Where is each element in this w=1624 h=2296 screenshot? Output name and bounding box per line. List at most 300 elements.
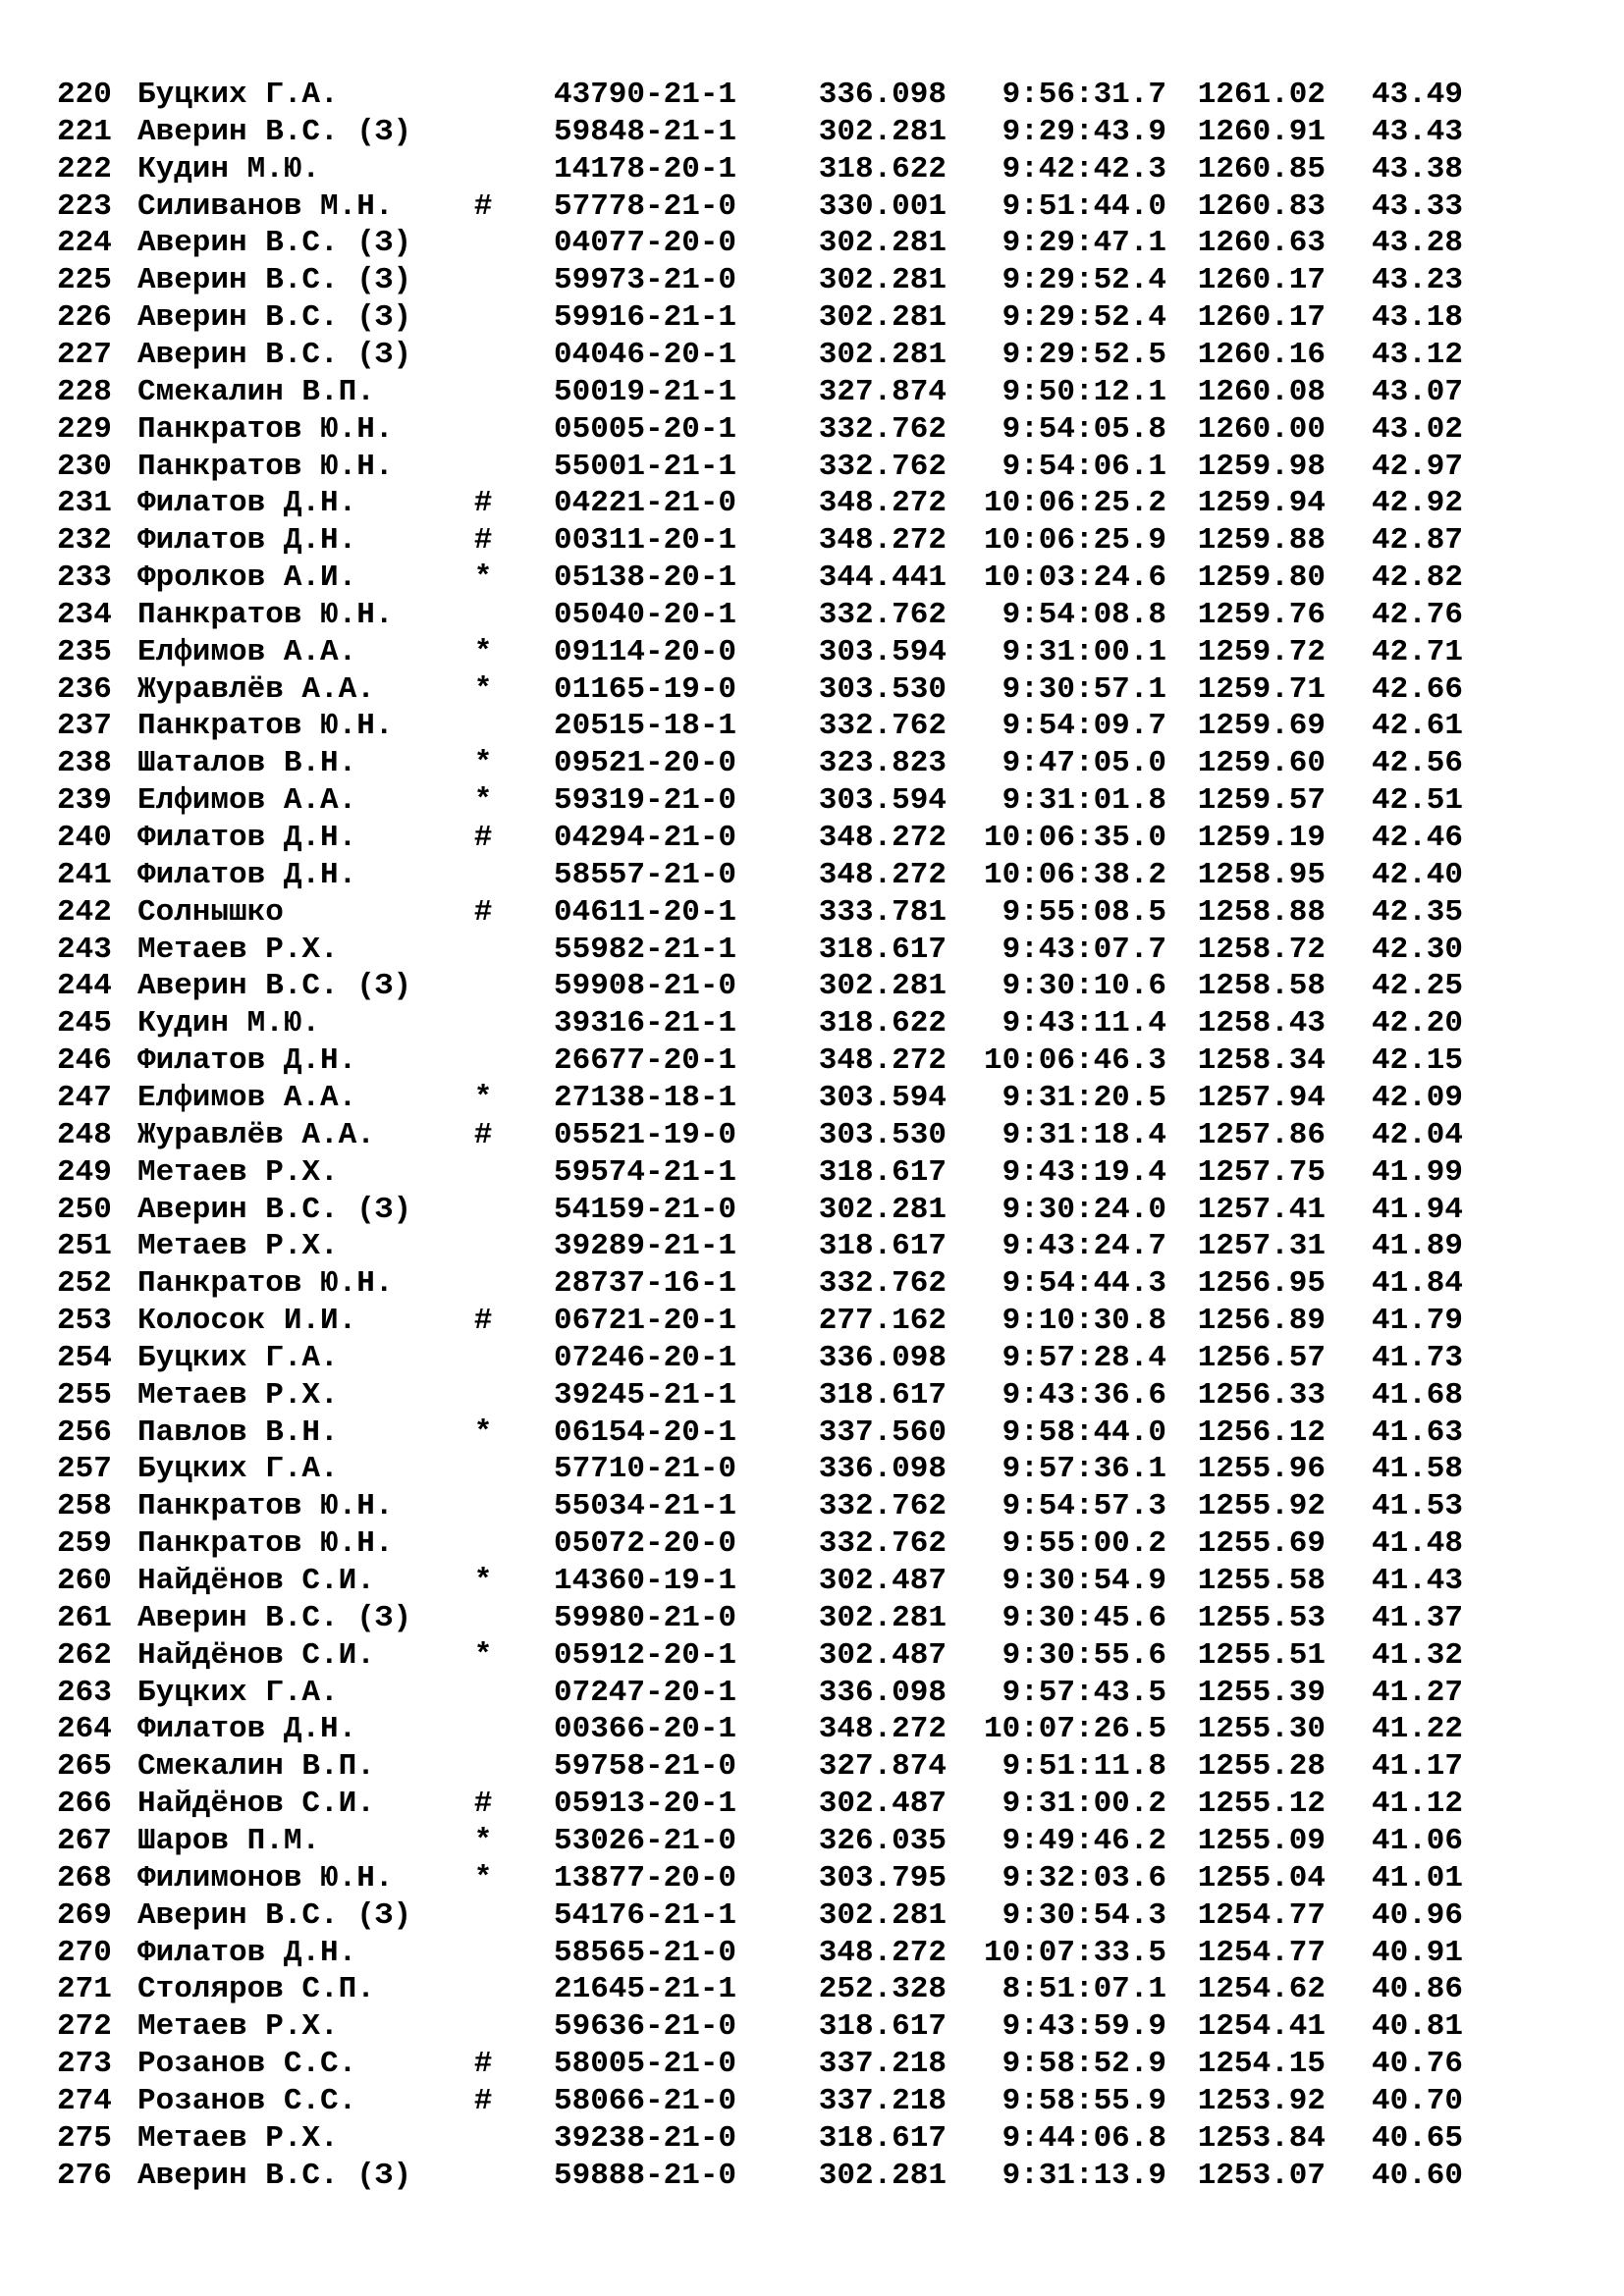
- fancier-name: Солнышко: [137, 894, 284, 930]
- place-number: 236: [57, 671, 112, 707]
- ring-number: 59636-21-0: [554, 2009, 737, 2045]
- distance: 303.594: [818, 1080, 947, 1115]
- entry-mark: *: [473, 561, 493, 596]
- ring-number: 00311-20-1: [554, 523, 737, 559]
- arrival-time: 9:43:36.6: [1001, 1377, 1166, 1413]
- ring-number: 20515-18-1: [554, 709, 737, 744]
- ring-number: 43790-21-1: [554, 78, 737, 112]
- place-number: 230: [57, 449, 112, 484]
- table-row: [0, 522, 1624, 560]
- speed: 1260.17: [1197, 263, 1326, 298]
- arrival-time: 9:29:43.9: [1001, 114, 1166, 149]
- place-number: 232: [57, 523, 112, 559]
- speed: 1255.28: [1197, 1749, 1326, 1785]
- speed: 1259.72: [1197, 634, 1326, 669]
- arrival-time: 9:49:46.2: [1001, 1823, 1166, 1858]
- ring-number: 54176-21-1: [554, 1897, 737, 1933]
- place-number: 250: [57, 1192, 112, 1227]
- place-number: 256: [57, 1415, 112, 1450]
- place-number: 226: [57, 300, 112, 336]
- score: 41.94: [1371, 1192, 1463, 1227]
- ring-number: 27138-18-1: [554, 1080, 737, 1115]
- place-number: 234: [57, 597, 112, 632]
- speed: 1256.57: [1197, 1340, 1326, 1375]
- arrival-time: 9:30:55.6: [1001, 1637, 1166, 1673]
- table-row: [0, 1117, 1624, 1154]
- ring-number: 04294-21-0: [554, 821, 737, 855]
- distance: 348.272: [818, 1043, 947, 1079]
- speed: 1254.62: [1197, 1972, 1326, 2007]
- speed: 1256.89: [1197, 1304, 1326, 1339]
- arrival-time: 10:06:25.2: [983, 486, 1166, 521]
- fancier-name: Филимонов Ю.Н.: [137, 1860, 394, 1896]
- ring-number: 06154-20-1: [554, 1415, 737, 1450]
- ring-number: 04611-20-1: [554, 894, 737, 930]
- score: 40.60: [1371, 2158, 1463, 2193]
- distance: 332.762: [818, 1266, 947, 1302]
- distance: 318.617: [818, 2120, 947, 2156]
- score: 42.35: [1371, 894, 1463, 930]
- speed: 1258.95: [1197, 857, 1326, 892]
- distance: 332.762: [818, 597, 947, 632]
- ring-number: 04046-20-1: [554, 337, 737, 372]
- fancier-name: Аверин В.С. (З): [137, 263, 412, 298]
- ring-number: 39289-21-1: [554, 1229, 737, 1264]
- fancier-name: Розанов С.С.: [137, 2047, 357, 2082]
- fancier-name: Панкратов Ю.Н.: [137, 411, 394, 447]
- table-row: [0, 745, 1624, 782]
- score: 41.58: [1371, 1452, 1463, 1487]
- table-row: [0, 1265, 1624, 1303]
- place-number: 268: [57, 1860, 112, 1896]
- table-row: [0, 782, 1624, 820]
- score: 40.86: [1371, 1972, 1463, 2007]
- place-number: 248: [57, 1117, 112, 1152]
- distance: 303.795: [818, 1860, 947, 1896]
- entry-mark: #: [473, 188, 493, 224]
- arrival-time: 9:30:10.6: [1001, 969, 1166, 1004]
- arrival-time: 9:29:52.4: [1001, 300, 1166, 336]
- distance: 332.762: [818, 449, 947, 484]
- speed: 1255.51: [1197, 1637, 1326, 1673]
- place-number: 231: [57, 486, 112, 521]
- fancier-name: Смекалин В.П.: [137, 1749, 375, 1785]
- arrival-time: 9:57:28.4: [1001, 1340, 1166, 1375]
- place-number: 266: [57, 1787, 112, 1822]
- entry-mark: *: [473, 1080, 493, 1115]
- fancier-name: Шаталов В.Н.: [137, 746, 357, 781]
- score: 41.12: [1371, 1787, 1463, 1822]
- place-number: 261: [57, 1600, 112, 1635]
- table-row: [0, 1005, 1624, 1042]
- table-row: [0, 2120, 1624, 2158]
- distance: 348.272: [818, 821, 947, 855]
- fancier-name: Филатов Д.Н.: [137, 857, 357, 892]
- speed: 1261.02: [1197, 78, 1326, 112]
- ring-number: 50019-21-1: [554, 374, 737, 409]
- place-number: 224: [57, 226, 112, 261]
- score: 42.51: [1371, 783, 1463, 819]
- ring-number: 59916-21-1: [554, 300, 737, 336]
- place-number: 241: [57, 857, 112, 892]
- ring-number: 58565-21-0: [554, 1935, 737, 1970]
- score: 43.43: [1371, 114, 1463, 149]
- score: 41.17: [1371, 1749, 1463, 1785]
- ring-number: 05040-20-1: [554, 597, 737, 632]
- table-row: [0, 671, 1624, 709]
- place-number: 239: [57, 783, 112, 819]
- arrival-time: 9:43:19.4: [1001, 1154, 1166, 1190]
- arrival-time: 9:51:11.8: [1001, 1749, 1166, 1785]
- score: 41.89: [1371, 1229, 1463, 1264]
- table-row: [0, 299, 1624, 337]
- place-number: 227: [57, 337, 112, 372]
- speed: 1260.16: [1197, 337, 1326, 372]
- fancier-name: Филатов Д.Н.: [137, 1712, 357, 1747]
- table-row: [0, 1228, 1624, 1265]
- fancier-name: Буцких Г.А.: [137, 78, 339, 112]
- arrival-time: 10:07:26.5: [983, 1712, 1166, 1747]
- arrival-time: 9:30:45.6: [1001, 1600, 1166, 1635]
- distance: 326.035: [818, 1823, 947, 1858]
- entry-mark: *: [473, 783, 493, 819]
- table-row: [0, 1451, 1624, 1488]
- place-number: 228: [57, 374, 112, 409]
- arrival-time: 10:06:46.3: [983, 1043, 1166, 1079]
- ring-number: 59574-21-1: [554, 1154, 737, 1190]
- score: 41.63: [1371, 1415, 1463, 1450]
- arrival-time: 9:55:08.5: [1001, 894, 1166, 930]
- speed: 1259.57: [1197, 783, 1326, 819]
- speed: 1259.71: [1197, 671, 1326, 707]
- fancier-name: Павлов В.Н.: [137, 1415, 339, 1450]
- arrival-time: 8:51:07.1: [1001, 1972, 1166, 2007]
- ring-number: 13877-20-0: [554, 1860, 737, 1896]
- table-row: [0, 1340, 1624, 1377]
- arrival-time: 9:30:54.9: [1001, 1564, 1166, 1598]
- fancier-name: Фролков А.И.: [137, 561, 357, 596]
- distance: 327.874: [818, 374, 947, 409]
- table-row: [0, 1303, 1624, 1340]
- distance: 318.622: [818, 1006, 947, 1041]
- speed: 1258.72: [1197, 932, 1326, 967]
- score: 41.73: [1371, 1340, 1463, 1375]
- score: 42.40: [1371, 857, 1463, 892]
- ring-number: 07247-20-1: [554, 1675, 737, 1710]
- place-number: 269: [57, 1897, 112, 1933]
- entry-mark: *: [473, 746, 493, 781]
- place-number: 259: [57, 1526, 112, 1562]
- place-number: 274: [57, 2083, 112, 2118]
- place-number: 225: [57, 263, 112, 298]
- arrival-time: 9:54:06.1: [1001, 449, 1166, 484]
- distance: 323.823: [818, 746, 947, 781]
- ring-number: 00366-20-1: [554, 1712, 737, 1747]
- place-number: 237: [57, 709, 112, 744]
- table-row: [0, 225, 1624, 262]
- arrival-time: 9:31:01.8: [1001, 783, 1166, 819]
- score: 42.15: [1371, 1043, 1463, 1079]
- table-row: [0, 1786, 1624, 1823]
- ring-number: 55001-21-1: [554, 449, 737, 484]
- arrival-time: 9:54:09.7: [1001, 709, 1166, 744]
- score: 41.84: [1371, 1266, 1463, 1302]
- arrival-time: 9:31:00.2: [1001, 1787, 1166, 1822]
- speed: 1257.31: [1197, 1229, 1326, 1264]
- ring-number: 55034-21-1: [554, 1489, 737, 1524]
- table-row: [0, 2158, 1624, 2195]
- ring-number: 57710-21-0: [554, 1452, 737, 1487]
- ring-number: 06721-20-1: [554, 1304, 737, 1339]
- distance: 348.272: [818, 523, 947, 559]
- table-row: [0, 857, 1624, 894]
- table-row: [0, 2008, 1624, 2046]
- table-row: [0, 1935, 1624, 1972]
- arrival-time: 10:03:24.6: [983, 561, 1166, 596]
- arrival-time: 9:58:44.0: [1001, 1415, 1166, 1450]
- fancier-name: Панкратов Ю.Н.: [137, 1266, 394, 1302]
- speed: 1259.69: [1197, 709, 1326, 744]
- fancier-name: Буцких Г.А.: [137, 1452, 339, 1487]
- table-row: [0, 1525, 1624, 1563]
- arrival-time: 9:10:30.8: [1001, 1304, 1166, 1339]
- ring-number: 55982-21-1: [554, 932, 737, 967]
- distance: 302.281: [818, 1600, 947, 1635]
- score: 40.70: [1371, 2083, 1463, 2118]
- speed: 1260.17: [1197, 300, 1326, 336]
- speed: 1255.12: [1197, 1787, 1326, 1822]
- distance: 336.098: [818, 78, 947, 112]
- distance: 302.281: [818, 969, 947, 1004]
- place-number: 273: [57, 2047, 112, 2082]
- ring-number: 39245-21-1: [554, 1377, 737, 1413]
- distance: 348.272: [818, 1712, 947, 1747]
- table-row: [0, 1897, 1624, 1935]
- fancier-name: Метаев Р.Х.: [137, 2009, 339, 2045]
- entry-mark: #: [473, 1304, 493, 1339]
- entry-mark: #: [473, 486, 493, 521]
- ring-number: 05521-19-0: [554, 1117, 737, 1152]
- distance: 332.762: [818, 1526, 947, 1562]
- arrival-time: 9:43:24.7: [1001, 1229, 1166, 1264]
- speed: 1258.88: [1197, 894, 1326, 930]
- speed: 1260.08: [1197, 374, 1326, 409]
- score: 40.81: [1371, 2009, 1463, 2045]
- distance: 302.281: [818, 263, 947, 298]
- fancier-name: Панкратов Ю.Н.: [137, 1489, 394, 1524]
- entry-mark: #: [473, 1787, 493, 1822]
- score: 43.02: [1371, 411, 1463, 447]
- ring-number: 39238-21-0: [554, 2120, 737, 2156]
- distance: 318.622: [818, 151, 947, 187]
- place-number: 244: [57, 969, 112, 1004]
- arrival-time: 9:57:43.5: [1001, 1675, 1166, 1710]
- ring-number: 59908-21-0: [554, 969, 737, 1004]
- distance: 302.281: [818, 114, 947, 149]
- score: 42.25: [1371, 969, 1463, 1004]
- arrival-time: 9:43:07.7: [1001, 932, 1166, 967]
- place-number: 240: [57, 821, 112, 855]
- place-number: 262: [57, 1637, 112, 1673]
- score: 41.32: [1371, 1637, 1463, 1673]
- fancier-name: Филатов Д.Н.: [137, 821, 357, 855]
- table-row: [0, 188, 1624, 226]
- fancier-name: Аверин В.С. (З): [137, 969, 412, 1004]
- fancier-name: Филатов Д.Н.: [137, 486, 357, 521]
- distance: 302.281: [818, 2158, 947, 2193]
- fancier-name: Столяров С.П.: [137, 1972, 375, 2007]
- arrival-time: 9:29:52.5: [1001, 337, 1166, 372]
- score: 41.79: [1371, 1304, 1463, 1339]
- place-number: 233: [57, 561, 112, 596]
- fancier-name: Филатов Д.Н.: [137, 1043, 357, 1079]
- score: 41.06: [1371, 1823, 1463, 1858]
- speed: 1259.76: [1197, 597, 1326, 632]
- entry-mark: #: [473, 2083, 493, 2118]
- score: 42.56: [1371, 746, 1463, 781]
- ring-number: 26677-20-1: [554, 1043, 737, 1079]
- score: 41.01: [1371, 1860, 1463, 1896]
- score: 42.87: [1371, 523, 1463, 559]
- score: 43.07: [1371, 374, 1463, 409]
- fancier-name: Метаев Р.Х.: [137, 932, 339, 967]
- table-row: [0, 634, 1624, 671]
- distance: 302.487: [818, 1564, 947, 1598]
- arrival-time: 9:30:57.1: [1001, 671, 1166, 707]
- arrival-time: 9:47:05.0: [1001, 746, 1166, 781]
- score: 41.27: [1371, 1675, 1463, 1710]
- table-row: [0, 77, 1624, 114]
- ring-number: 05138-20-1: [554, 561, 737, 596]
- table-row: [0, 114, 1624, 151]
- speed: 1260.63: [1197, 226, 1326, 261]
- place-number: 249: [57, 1154, 112, 1190]
- table-row: [0, 1748, 1624, 1786]
- table-row: [0, 1488, 1624, 1525]
- distance: 333.781: [818, 894, 947, 930]
- speed: 1255.53: [1197, 1600, 1326, 1635]
- arrival-time: 10:06:25.9: [983, 523, 1166, 559]
- ring-number: 53026-21-0: [554, 1823, 737, 1858]
- fancier-name: Метаев Р.Х.: [137, 2120, 339, 2156]
- score: 41.37: [1371, 1600, 1463, 1635]
- speed: 1255.04: [1197, 1860, 1326, 1896]
- distance: 277.162: [818, 1304, 947, 1339]
- table-row: [0, 411, 1624, 449]
- speed: 1255.30: [1197, 1712, 1326, 1747]
- arrival-time: 9:57:36.1: [1001, 1452, 1166, 1487]
- distance: 318.617: [818, 2009, 947, 2045]
- score: 42.66: [1371, 671, 1463, 707]
- table-row: [0, 1971, 1624, 2008]
- arrival-time: 9:51:44.0: [1001, 188, 1166, 224]
- distance: 302.281: [818, 337, 947, 372]
- ring-number: 05912-20-1: [554, 1637, 737, 1673]
- place-number: 245: [57, 1006, 112, 1041]
- fancier-name: Аверин В.С. (З): [137, 337, 412, 372]
- place-number: 251: [57, 1229, 112, 1264]
- arrival-time: 9:55:00.2: [1001, 1526, 1166, 1562]
- place-number: 220: [57, 78, 112, 112]
- speed: 1257.94: [1197, 1080, 1326, 1115]
- distance: 318.617: [818, 932, 947, 967]
- table-row: [0, 337, 1624, 374]
- place-number: 238: [57, 746, 112, 781]
- arrival-time: 9:58:55.9: [1001, 2083, 1166, 2118]
- ring-number: 59758-21-0: [554, 1749, 737, 1785]
- score: 41.53: [1371, 1489, 1463, 1524]
- score: 40.76: [1371, 2047, 1463, 2082]
- place-number: 247: [57, 1080, 112, 1115]
- fancier-name: Филатов Д.Н.: [137, 523, 357, 559]
- place-number: 260: [57, 1564, 112, 1598]
- place-number: 264: [57, 1712, 112, 1747]
- fancier-name: Аверин В.С. (З): [137, 300, 412, 336]
- speed: 1259.19: [1197, 821, 1326, 855]
- distance: 303.530: [818, 1117, 947, 1152]
- arrival-time: 9:54:05.8: [1001, 411, 1166, 447]
- table-row: [0, 1637, 1624, 1675]
- speed: 1257.41: [1197, 1192, 1326, 1227]
- ring-number: 59888-21-0: [554, 2158, 737, 2193]
- score: 42.61: [1371, 709, 1463, 744]
- fancier-name: Журавлёв А.А.: [137, 1117, 375, 1152]
- fancier-name: Найдёнов С.И.: [137, 1564, 375, 1598]
- distance: 302.487: [818, 1787, 947, 1822]
- arrival-time: 9:31:00.1: [1001, 634, 1166, 669]
- fancier-name: Кудин М.Ю.: [137, 151, 321, 187]
- fancier-name: Панкратов Ю.Н.: [137, 449, 394, 484]
- ring-number: 01165-19-0: [554, 671, 737, 707]
- place-number: 267: [57, 1823, 112, 1858]
- ring-number: 58557-21-0: [554, 857, 737, 892]
- arrival-time: 9:56:31.7: [1001, 78, 1166, 112]
- place-number: 243: [57, 932, 112, 967]
- place-number: 223: [57, 188, 112, 224]
- table-row: [0, 449, 1624, 486]
- table-row: [0, 374, 1624, 411]
- entry-mark: *: [473, 634, 493, 669]
- score: 41.22: [1371, 1712, 1463, 1747]
- arrival-time: 10:06:38.2: [983, 857, 1166, 892]
- ring-number: 14360-19-1: [554, 1564, 737, 1598]
- entry-mark: *: [473, 671, 493, 707]
- table-row: [0, 1600, 1624, 1637]
- place-number: 255: [57, 1377, 112, 1413]
- table-row: [0, 1415, 1624, 1452]
- speed: 1259.80: [1197, 561, 1326, 596]
- score: 41.48: [1371, 1526, 1463, 1562]
- score: 42.71: [1371, 634, 1463, 669]
- speed: 1253.92: [1197, 2083, 1326, 2118]
- place-number: 229: [57, 411, 112, 447]
- score: 43.33: [1371, 188, 1463, 224]
- table-row: [0, 1860, 1624, 1897]
- fancier-name: Розанов С.С.: [137, 2083, 357, 2118]
- entry-mark: *: [473, 1860, 493, 1896]
- speed: 1255.58: [1197, 1564, 1326, 1598]
- distance: 318.617: [818, 1229, 947, 1264]
- arrival-time: 9:32:03.6: [1001, 1860, 1166, 1896]
- distance: 337.560: [818, 1415, 947, 1450]
- entry-mark: #: [473, 894, 493, 930]
- score: 42.97: [1371, 449, 1463, 484]
- entry-mark: *: [473, 1637, 493, 1673]
- fancier-name: Метаев Р.Х.: [137, 1377, 339, 1413]
- speed: 1255.69: [1197, 1526, 1326, 1562]
- fancier-name: Шаров П.М.: [137, 1823, 321, 1858]
- fancier-name: Метаев Р.Х.: [137, 1229, 339, 1264]
